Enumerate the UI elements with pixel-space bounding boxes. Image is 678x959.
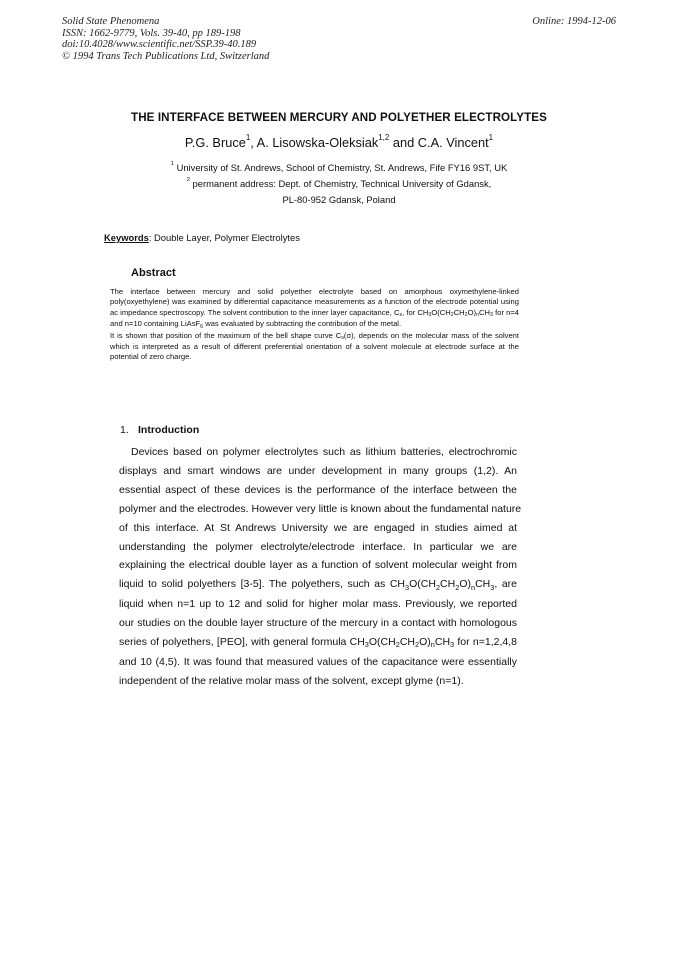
- journal-header: [62, 16, 269, 62]
- text-run: CH: [453, 307, 465, 317]
- text-line: essential aspect of these devices is the performance of the interface between the: [119, 483, 517, 496]
- text-line: [119, 575, 517, 595]
- text-run: It is shown that position of the maximum of the bell shape curve C: [110, 330, 342, 340]
- author-vincent-affil: 1: [488, 133, 494, 143]
- subscript: 3: [405, 582, 410, 592]
- text-run: CH: [440, 578, 456, 591]
- author-lisowska: A. Lisowska-Oleksiak: [256, 135, 379, 150]
- text-line: understanding the polymer electrolyte/electrode interface. In particular we are: [119, 540, 517, 553]
- text-run: CH: [475, 578, 491, 591]
- subscript: 3: [490, 582, 495, 592]
- subscript: s: [341, 335, 344, 342]
- text-line: Devices based on polymer electrolytes such as lithium batteries, electrochromic: [131, 446, 517, 458]
- subscript: 3: [428, 312, 432, 319]
- keywords: [104, 232, 300, 243]
- text-run: O(CH: [409, 578, 436, 591]
- text-run: was evaluated by subtracting the contribution of the metal.: [203, 319, 402, 329]
- abstract-heading: Abstract: [131, 267, 176, 279]
- text-line: of this interface. At St Andrews University we are engaged in studies aimed at: [119, 521, 517, 534]
- affiliation-2-text: permanent address: Dept. of Chemistry, Technical University of Gdansk,: [189, 178, 492, 189]
- text-run: , for CH: [402, 307, 429, 317]
- text-run: O): [467, 307, 477, 317]
- author-vincent: C.A. Vincent: [417, 135, 489, 150]
- affiliation-1-text: University of St. Andrews, School of Chemistry, St. Andrews, Fife FY16 9ST, UK: [173, 162, 508, 173]
- introduction-body: [119, 443, 522, 691]
- subscript: 3: [364, 640, 369, 650]
- text-run: , are: [494, 578, 517, 591]
- journal-name: Solid State Phenomena: [62, 16, 160, 27]
- text-line: independent of the relative molar mass of the solvent, except glyme (n=1).: [119, 674, 464, 687]
- section-number: 1.: [120, 424, 129, 436]
- text-line: and 10 (4,5). It was found that measured values of the capacitance were essentially: [119, 655, 517, 668]
- author-lisowska-affil: 1,2: [378, 133, 390, 143]
- text-run: O(CH: [368, 636, 396, 649]
- subscript: 2: [455, 582, 460, 592]
- text-line: explaining the electrical double layer as a function of solvent molecular weight from: [119, 559, 517, 572]
- subscript: 2: [450, 312, 454, 319]
- keywords-colon: :: [148, 232, 152, 243]
- author-bruce: P.G. Bruce: [184, 135, 246, 150]
- text-run: O(CH: [431, 307, 451, 317]
- subscript: 3: [490, 312, 493, 319]
- section-title: Introduction: [138, 424, 200, 436]
- author-separator: ,: [250, 135, 257, 150]
- author-separator: and: [389, 135, 418, 150]
- keywords-label: Keywords: [104, 232, 149, 243]
- text-run: for n=4 and n=10 containing LiAsF: [110, 307, 519, 329]
- issn-line: ISSN: 1662-9779, Vols. 39-40, pp 189-198: [62, 27, 241, 39]
- text-run: (σ), depends on the molecular mass of the solvent which is interpreted as a result of different preferential orientation of a solvent molecule at electrode surface at the potential of zero charge.: [110, 330, 520, 362]
- section-heading: [120, 424, 199, 436]
- affiliation-1-marker: 1: [170, 160, 174, 167]
- subscript: 3: [450, 640, 455, 650]
- affiliation-1: [0, 162, 678, 173]
- subscript: 2: [435, 582, 441, 592]
- copyright-line: © 1994 Trans Tech Publications Ltd, Switzerland: [62, 50, 270, 62]
- author-list: [0, 135, 678, 150]
- abstract-paragraph: [110, 287, 519, 331]
- keywords-text: Double Layer, Polymer Electrolytes: [151, 232, 300, 243]
- subscript: 2: [464, 312, 468, 319]
- abstract-body: [110, 287, 519, 363]
- text-run: for n=1,2,4,8: [454, 636, 517, 649]
- text-run: The interface between mercury and solid polyether electrolyte based on amorphous oxymethylene-linked poly(oxyethylene) was examined by differential capacitance measurements as a function of the electrode potential using ac impedance spectroscopy. The solvent contribution to the inner layer capacitance, C: [110, 287, 519, 317]
- subscript: 6: [200, 323, 204, 330]
- text-run: CH: [434, 636, 451, 649]
- subscript: 2: [395, 640, 400, 650]
- online-date: Online: 1994-12-06: [532, 16, 616, 27]
- text-run: liquid to solid polyethers [3-5]. The polyethers, such as CH: [119, 578, 406, 591]
- affiliation-2: [0, 178, 678, 189]
- paper-title: THE INTERFACE BETWEEN MERCURY AND POLYETHER ELECTROLYTES: [131, 111, 547, 124]
- text-run: CH: [479, 307, 491, 317]
- subscript: n: [430, 640, 435, 650]
- affiliation-2-marker: 2: [186, 176, 190, 183]
- subscript: n: [476, 312, 480, 319]
- abstract-paragraph: [110, 331, 519, 363]
- doi-line[interactable]: doi:10.4028/www.scientific.net/SSP.39-40.189: [62, 39, 257, 50]
- text-line: [119, 633, 517, 653]
- subscript: 2: [415, 640, 420, 650]
- text-run: O): [419, 636, 431, 649]
- text-run: O): [459, 578, 471, 591]
- text-line: liquid when n=1 up to 12 and solid for higher molar mass. Previously, we reported: [119, 598, 517, 611]
- text-line: polymer and the electrodes. However very little is known about the fundamental nature: [119, 502, 522, 515]
- affiliation-2-continued: PL-80-952 Gdansk, Poland: [282, 194, 396, 205]
- text-run: series of polyethers, [PEO], with general formula CH: [119, 636, 365, 649]
- subscript: s: [399, 312, 403, 319]
- author-bruce-affil: 1: [245, 133, 251, 143]
- text-run: CH: [399, 636, 415, 649]
- subscript: n: [470, 582, 476, 592]
- text-line: our studies on the double layer structure of the mercury in a contact with homologous: [119, 617, 517, 630]
- text-line: displays and smart windows are under development in many groups (1,2). An: [119, 464, 517, 477]
